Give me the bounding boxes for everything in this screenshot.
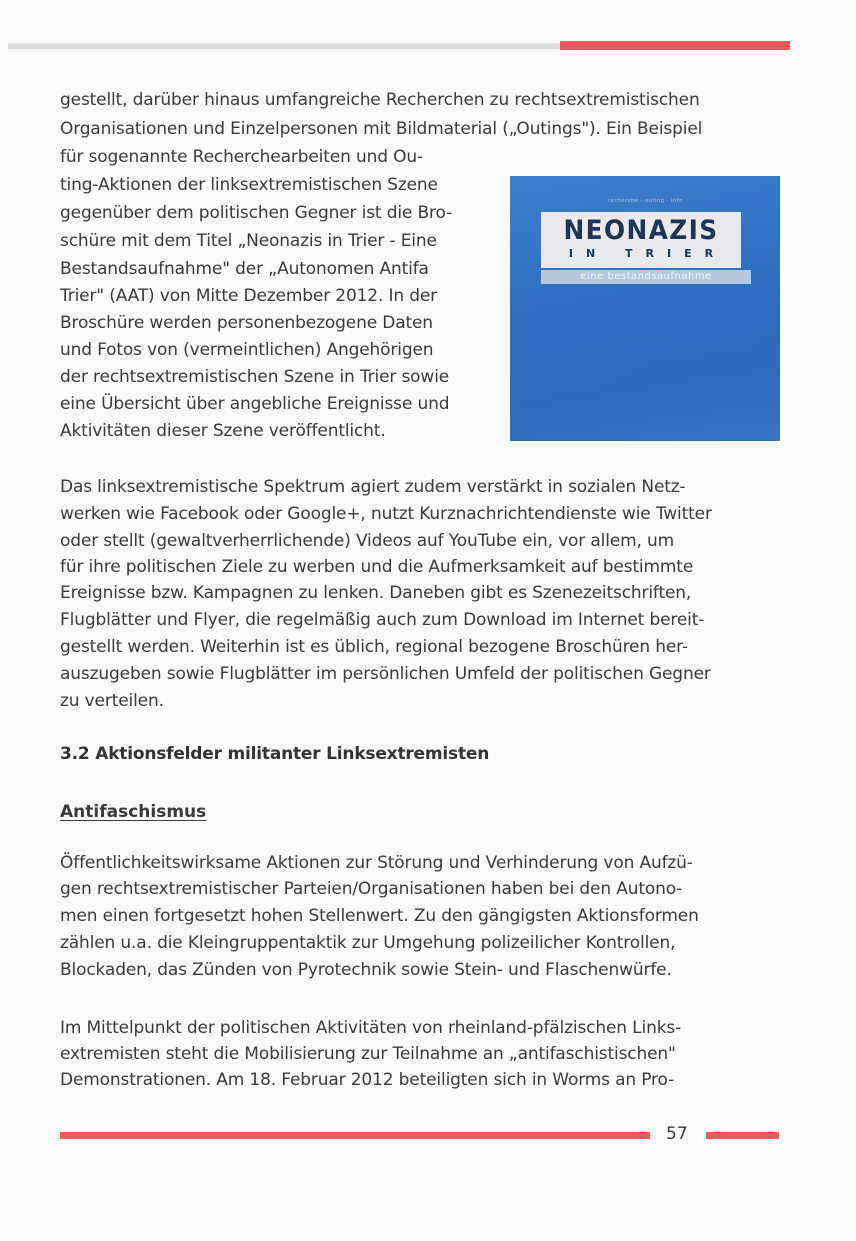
text-line: Das linksextremistische Spektrum agiert zudem verstärkt in sozialen Netz- <box>60 477 686 497</box>
cover-background <box>510 296 780 441</box>
footer-rule-left <box>60 1132 650 1139</box>
subsection-heading: Antifaschismus <box>60 802 207 822</box>
page-number: 57 <box>666 1124 688 1144</box>
text-line: Ereignisse bzw. Kampagnen zu lenken. Daneben gibt es Szenezeitschriften, <box>60 583 692 603</box>
text-line: auszugeben sowie Flugblätter im persönlichen Umfeld der politischen Gegner <box>60 664 711 684</box>
cover-subtitle: IN TRIER <box>568 247 727 260</box>
section-heading: 3.2 Aktionsfelder militanter Linksextremisten <box>60 744 490 764</box>
text-line: Blockaden, das Zünden von Pyrotechnik sowie Stein- und Flaschenwürfe. <box>60 960 672 980</box>
text-line: Im Mittelpunkt der politischen Aktivitäten von rheinland-pfälzischen Links- <box>60 1018 682 1038</box>
text-line: Trier" (AAT) von Mitte Dezember 2012. In der <box>60 286 437 306</box>
header-rule-accent <box>560 41 790 50</box>
brochure-cover-image <box>510 176 780 441</box>
text-line: werken wie Facebook oder Google+, nutzt Kurznachrichtendienste wie Twitter <box>60 504 712 524</box>
text-line: Bestandsaufnahme" der „Autonomen Antifa <box>60 259 429 279</box>
text-line: gestellt werden. Weiterhin ist es üblich, regional bezogene Broschüren her- <box>60 637 688 657</box>
text-line: Aktivitäten dieser Szene veröffentlicht. <box>60 421 386 441</box>
text-line: der rechtsextremistischen Szene in Trier sowie <box>60 367 450 387</box>
text-line: Öffentlichkeitswirksame Aktionen zur Störung und Verhinderung von Aufzü- <box>60 853 693 873</box>
text-line: men einen fortgesetzt hohen Stellenwert. Zu den gängigsten Aktionsformen <box>60 906 699 926</box>
text-line: Organisationen und Einzelpersonen mit Bildmaterial („Outings"). Ein Beispiel <box>60 119 703 139</box>
text-line: schüre mit dem Titel „Neonazis in Trier - Eine <box>60 231 437 251</box>
text-line: für ihre politischen Ziele zu werben und die Aufmerksamkeit auf bestimmte <box>60 557 694 577</box>
text-line: gegenüber dem politischen Gegner ist die Bro- <box>60 203 453 223</box>
header-rule-gray <box>8 43 560 49</box>
cover-title: NEONAZIS <box>563 215 719 246</box>
footer-rule-right <box>706 1132 779 1139</box>
text-line: zu verteilen. <box>60 691 164 711</box>
cover-top-text: recherche · outing · info <box>608 198 683 204</box>
text-line: extremisten steht die Mobilisierung zur Teilnahme an „antifaschistischen" <box>60 1044 676 1064</box>
text-line: gestellt, darüber hinaus umfangreiche Recherchen zu rechtsextremistischen <box>60 90 700 110</box>
text-line: gen rechtsextremistischer Parteien/Organisationen haben bei den Autono- <box>60 879 683 899</box>
text-line: und Fotos von (vermeintlichen) Angehörigen <box>60 340 434 360</box>
text-line: Demonstrationen. Am 18. Februar 2012 beteiligten sich in Worms an Pro- <box>60 1070 675 1090</box>
text-line: zählen u.a. die Kleingruppentaktik zur Umgehung polizeilicher Kontrollen, <box>60 933 676 953</box>
text-line: oder stellt (gewaltverherrlichende) Videos auf YouTube ein, vor allem, um <box>60 531 675 551</box>
text-line: ting-Aktionen der linksextremistischen Szene <box>60 175 438 195</box>
text-line: Flugblätter und Flyer, die regelmäßig auch zum Download im Internet bereit- <box>60 610 705 630</box>
text-line: Broschüre werden personenbezogene Daten <box>60 313 433 333</box>
cover-title-box <box>541 212 741 268</box>
text-line: eine Übersicht über angebliche Ereignisse und <box>60 394 450 414</box>
cover-band: eine bestandsaufnahme <box>541 270 751 284</box>
text-line: für sogenannte Recherchearbeiten und Ou- <box>60 147 423 167</box>
